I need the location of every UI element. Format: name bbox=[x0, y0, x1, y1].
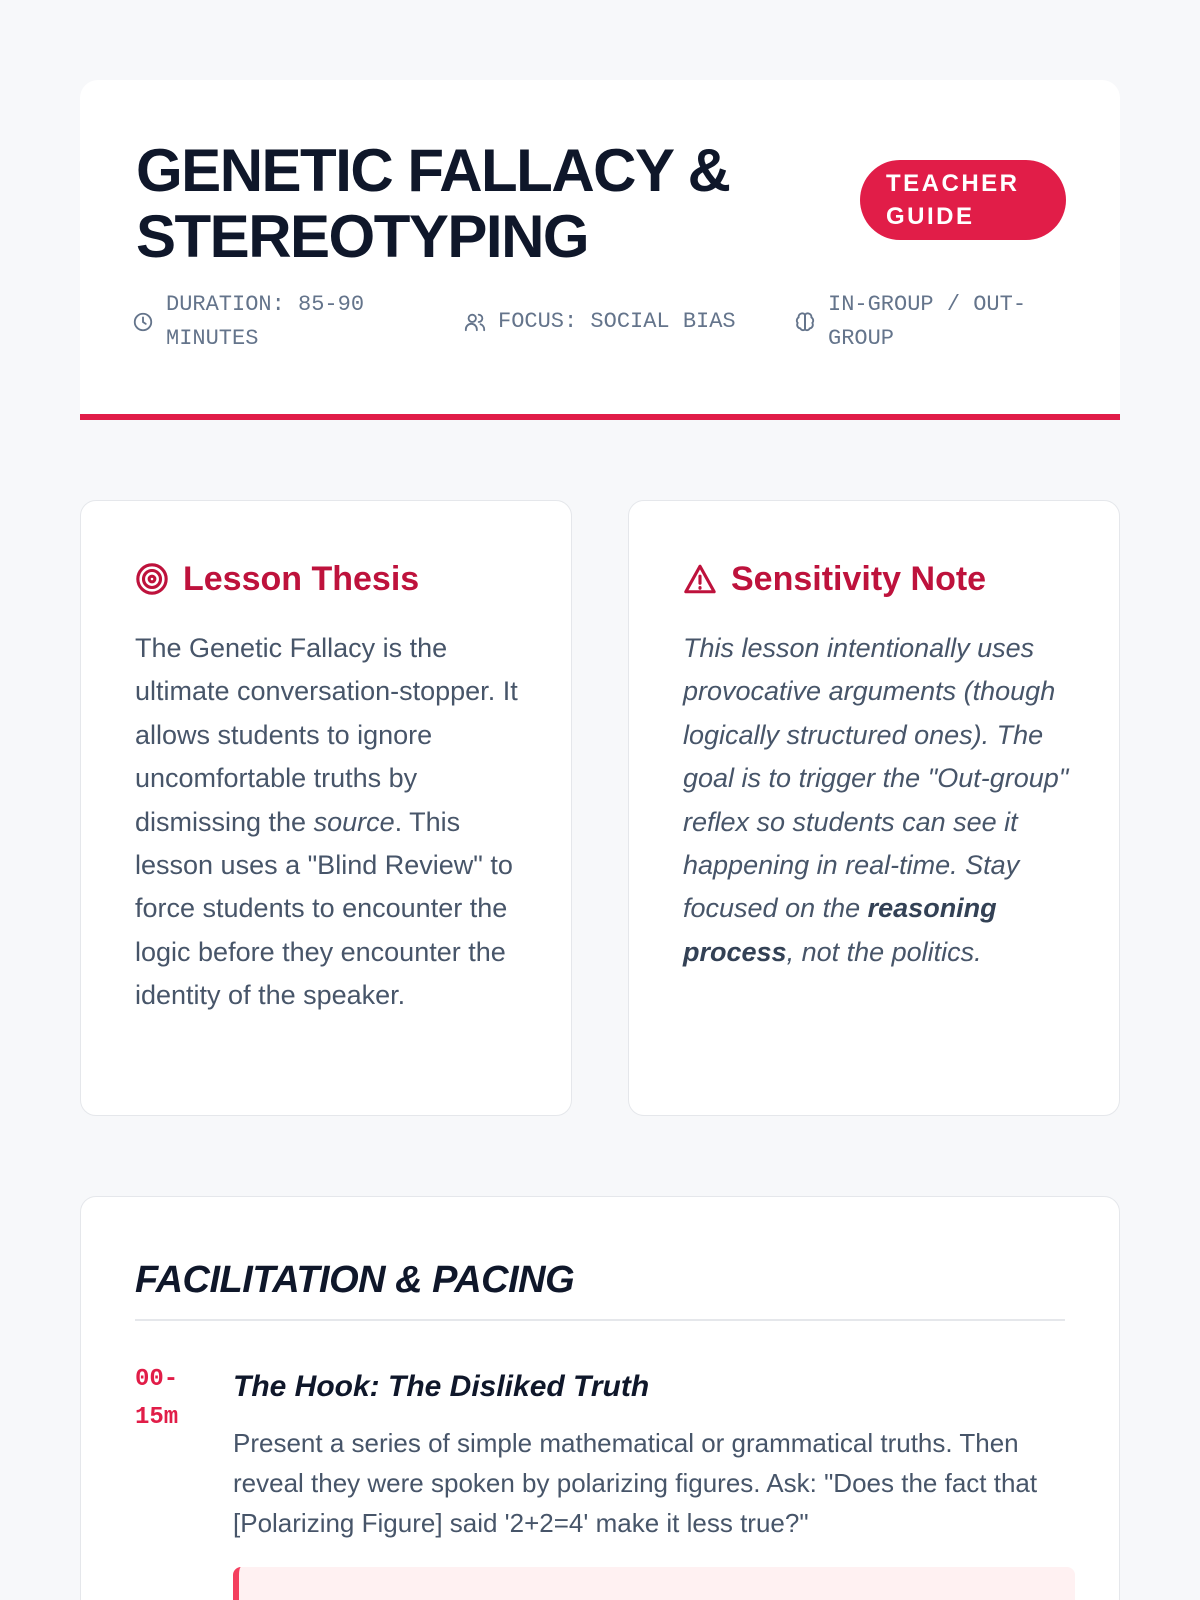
sensitivity-note-card bbox=[628, 500, 1120, 1116]
sensitivity-text-part: This lesson intentionally uses provocative arguments (though logically structured ones). The goal is to trigger the "Out-group" reflex so students can see it happening in real-time. Stay focused on the bbox=[683, 633, 1069, 924]
lesson-thesis-text bbox=[135, 627, 525, 1018]
page-title: GENETIC FALLACY & STEREOTYPING bbox=[136, 137, 730, 270]
meta-group bbox=[794, 288, 1084, 356]
brain-icon bbox=[794, 311, 816, 333]
header-card bbox=[80, 80, 1120, 420]
lesson-thesis-heading bbox=[135, 557, 419, 601]
thesis-text-part: The Genetic Fallacy is the ultimate conversation-stopper. It allows students to ignore uncomfortable truths by dismissing the bbox=[135, 633, 518, 837]
target-icon bbox=[135, 562, 169, 596]
meta-focus bbox=[464, 305, 764, 339]
sensitivity-note-title: Sensitivity Note bbox=[731, 560, 987, 598]
meta-duration bbox=[132, 288, 392, 356]
users-icon bbox=[464, 311, 486, 333]
sensitivity-bold: reasoning process bbox=[683, 893, 997, 967]
sensitivity-text-part: , not the politics. bbox=[786, 936, 982, 967]
sensitivity-note-text bbox=[683, 627, 1073, 974]
lesson-thesis-card bbox=[80, 500, 572, 1116]
thesis-text-part: . This lesson uses a "Blind Review" to force students to encounter the logic before they encounter the identity of the speaker. bbox=[135, 806, 513, 1011]
facilitation-title: FACILITATION & PACING bbox=[135, 1255, 1065, 1321]
step-title: The Hook: The Disliked Truth bbox=[233, 1370, 650, 1403]
duration-text: DURATION: 85-90 MINUTES bbox=[166, 292, 365, 351]
warning-icon bbox=[683, 562, 717, 596]
lesson-thesis-title: Lesson Thesis bbox=[183, 560, 420, 598]
focus-text: FOCUS: SOCIAL BIAS bbox=[498, 309, 736, 334]
thesis-emphasis: source bbox=[313, 806, 395, 837]
group-text: IN-GROUP / OUT-GROUP bbox=[828, 292, 1027, 351]
teacher-guide-badge: TEACHER GUIDE bbox=[860, 160, 1066, 240]
step-callout bbox=[233, 1567, 1075, 1600]
sensitivity-note-heading bbox=[683, 557, 986, 601]
step-description: Present a series of simple mathematical or grammatical truths. Then reveal they were spoken by polarizing figures. Ask: "Does the fact that [Polarizing Figure] said '2+2=4' make it less true?" bbox=[233, 1428, 1038, 1538]
clock-icon bbox=[132, 311, 154, 333]
facilitation-card bbox=[80, 1196, 1120, 1600]
step-time: 00-15m bbox=[135, 1366, 179, 1431]
